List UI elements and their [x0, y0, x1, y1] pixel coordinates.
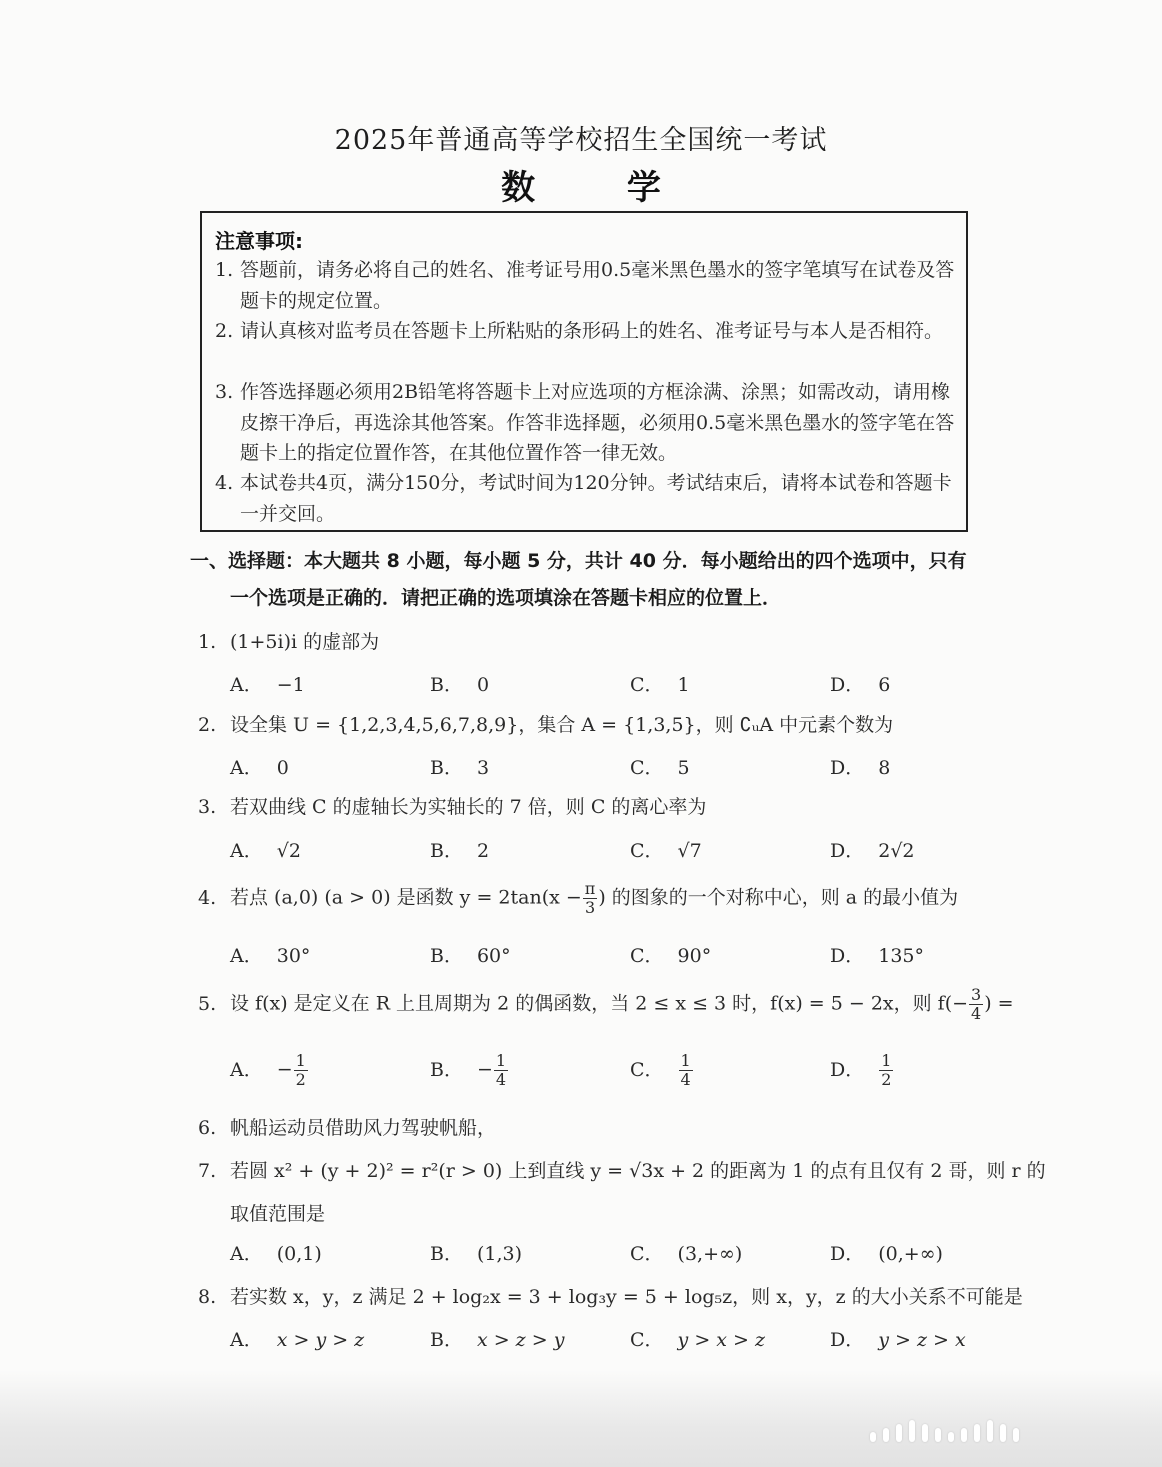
- option-a[interactable]: A． (0,1): [230, 1243, 322, 1265]
- option-c[interactable]: C． √7: [630, 840, 702, 862]
- bottom-fade: [0, 1370, 1162, 1467]
- question-3: [198, 792, 706, 819]
- question-text: 若双曲线 C 的虚轴长为实轴长的 7 倍，则 C 的离心率为: [230, 796, 707, 818]
- option-d[interactable]: D． 8: [830, 757, 891, 779]
- section-heading-line1: 一、选择题：本大题共 8 小题，每小题 5 分，共计 40 分．每小题给出的四个选项中，只有: [190, 550, 967, 572]
- section-heading-line2: 一个选项是正确的．请把正确的选项填涂在答题卡相应的位置上．: [230, 587, 782, 609]
- option-a[interactable]: A． − $\frac{1}{2}$: [230, 1051, 306, 1089]
- question-7: [198, 1156, 1046, 1183]
- notice-item-number: 3.: [215, 381, 234, 403]
- question-number: 6.: [198, 1117, 217, 1139]
- question-text: 帆船运动员借助风力驾驶帆船，: [230, 1117, 497, 1139]
- question-text: 若点 (a,0) (a > 0) 是函数 y = 2tan(x −: [230, 886, 582, 909]
- notice-item-text: 请认真核对监考员在答题卡上所粘贴的条形码上的姓名、准考证号与本人是否相符。: [240, 320, 944, 342]
- option-a[interactable]: A． −1: [230, 674, 305, 696]
- option-d[interactable]: D． (0,+∞): [830, 1243, 943, 1265]
- question-number: 2.: [198, 714, 217, 736]
- question-number: 5.: [198, 992, 217, 1015]
- question-7-line2: 取值范围是: [230, 1203, 326, 1225]
- question-text: 若实数 x，y，z 满足 2 + log₂x = 3 + log₃y = 5 + log₅z，则 x，y，z 的大小关系不可能是: [230, 1286, 1023, 1308]
- notice-item-2: [215, 316, 955, 347]
- option-b[interactable]: B． 0: [430, 674, 490, 696]
- question-1: [198, 627, 379, 654]
- option-c[interactable]: C． 90°: [630, 945, 712, 967]
- notice-item-4: [215, 468, 955, 529]
- notice-item-1: [215, 255, 955, 316]
- option-c[interactable]: C． 1: [630, 674, 690, 696]
- option-a[interactable]: A． 0: [230, 757, 289, 779]
- notice-item-text: 作答选择题必须用2B铅笔将答题卡上对应选项的方框涂满、涂黑；如需改动，请用橡皮擦干净后，再选涂其他答案。作答非选择题，必须用0.5毫米黑色墨水的签字笔在答题卡上的指定位置作答，在其他位置作答一律无效。: [240, 381, 955, 464]
- question-7-options: [230, 1239, 990, 1269]
- option-d[interactable]: D． y > z > x: [830, 1329, 966, 1351]
- subject-title: 数 学: [501, 168, 701, 208]
- notice-item-number: 2.: [215, 320, 234, 342]
- question-8: [198, 1282, 1023, 1309]
- exam-title: 2025年普通高等学校招生全国统一考试: [334, 125, 828, 156]
- notice-title: 注意事项:: [215, 229, 303, 253]
- option-b[interactable]: B． x > z > y: [430, 1329, 565, 1351]
- option-c[interactable]: C． 5: [630, 757, 690, 779]
- notice-item-3: [215, 377, 955, 469]
- option-b[interactable]: B． − $\frac{1}{4}$: [430, 1051, 507, 1089]
- question-5: [198, 986, 1014, 1023]
- question-number: 4.: [198, 886, 217, 909]
- fraction: $\frac{3}{4}$: [971, 985, 982, 1023]
- option-b[interactable]: B． 2: [430, 840, 490, 862]
- question-5-options: [230, 1052, 990, 1096]
- question-2: [198, 710, 893, 737]
- question-text: (1+5i)i 的虚部为: [230, 631, 380, 653]
- option-b[interactable]: B． 60°: [430, 945, 511, 967]
- notice-item-text: 答题前，请务必将自己的姓名、准考证号用0.5毫米黑色墨水的签字笔填写在试卷及答题卡的规定位置。: [240, 259, 955, 312]
- section-heading: [190, 546, 990, 613]
- option-a[interactable]: A． √2: [230, 840, 301, 862]
- question-text-cont: ) 的图象的一个对称中心，则 a 的最小值为: [598, 886, 959, 909]
- question-number: 3.: [198, 796, 217, 818]
- question-number: 7.: [198, 1160, 217, 1182]
- question-8-options: [230, 1325, 990, 1355]
- question-6: [198, 1113, 496, 1140]
- question-text: 设全集 U = {1,2,3,4,5,6,7,8,9}，集合 A = {1,3,5}，则 ∁ᵤA 中元素个数为: [230, 714, 894, 736]
- question-text: 设 f(x) 是定义在 R 上且周期为 2 的偶函数，当 2 ≤ x ≤ 3 时，f(x) = 5 − 2x，则 f(−: [230, 992, 969, 1015]
- notice-box: [200, 211, 968, 532]
- notice-item-number: 4.: [215, 472, 234, 494]
- option-d[interactable]: D． $\frac{1}{2}$: [830, 1051, 892, 1089]
- option-a[interactable]: A． 30°: [230, 945, 311, 967]
- option-c[interactable]: C． $\frac{1}{4}$: [630, 1051, 691, 1089]
- question-1-options: [230, 670, 990, 700]
- question-3-options: [230, 836, 990, 866]
- option-c[interactable]: C． y > x > z: [630, 1329, 766, 1351]
- fraction: $\frac{\pi}{3}$: [584, 879, 596, 917]
- notice-item-text: 本试卷共4页，满分150分，考试时间为120分钟。考试结束后，请将本试卷和答题卡一并交回。: [240, 472, 952, 525]
- question-2-options: [230, 753, 990, 783]
- question-number: 8.: [198, 1286, 217, 1308]
- question-4-options: [230, 941, 990, 971]
- option-d[interactable]: D． 135°: [830, 945, 924, 967]
- option-b[interactable]: B． (1,3): [430, 1243, 523, 1265]
- question-text-cont: ) =: [984, 992, 1014, 1015]
- option-a[interactable]: A． x > y > z: [230, 1329, 365, 1351]
- option-d[interactable]: D． 6: [830, 674, 891, 696]
- question-number: 1.: [198, 631, 217, 653]
- question-4: [198, 880, 958, 917]
- option-b[interactable]: B． 3: [430, 757, 490, 779]
- option-c[interactable]: C． (3,+∞): [630, 1243, 743, 1265]
- question-text: 若圆 x² + (y + 2)² = r²(r > 0) 上到直线 y = √3x + 2 的距离为 1 的点有且仅有 2 哥，则 r 的: [230, 1160, 1046, 1182]
- image-count-indicator: [870, 1420, 1156, 1442]
- option-d[interactable]: D． 2√2: [830, 840, 915, 862]
- notice-item-number: 1.: [215, 259, 234, 281]
